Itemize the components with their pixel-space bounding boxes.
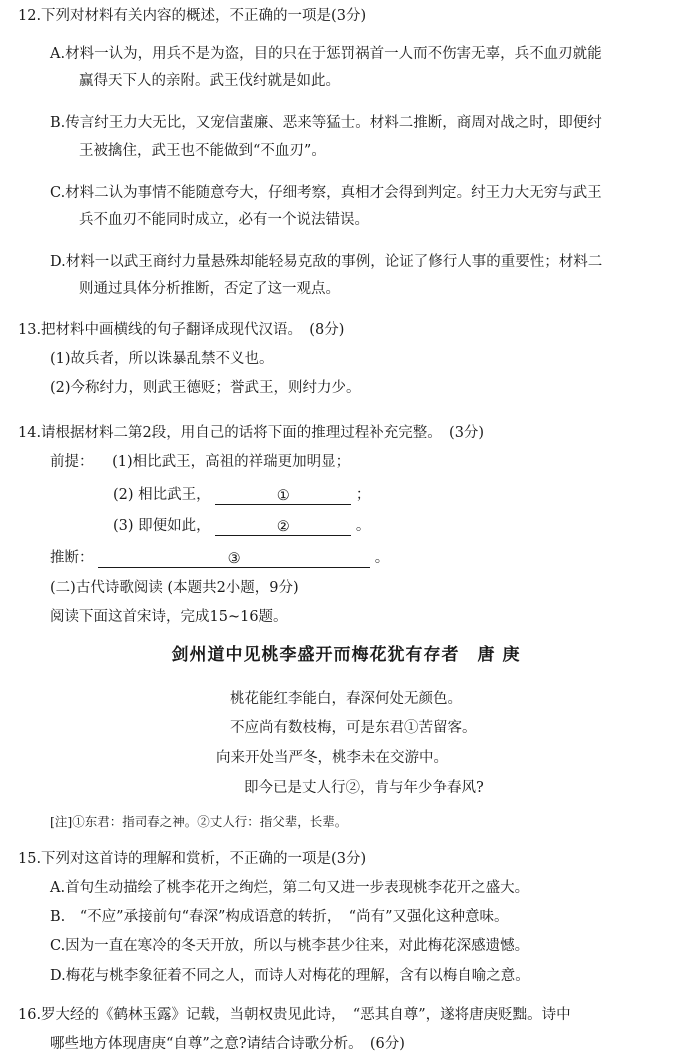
q14-premise-3-end: 。 bbox=[355, 518, 371, 534]
q14-premise-label: 前提： bbox=[50, 454, 94, 470]
q16-line-1: 16.罗大经的《鹤林玉露》记载，当朝权贵见此诗， “恶其自尊”，遂将唐庚贬黜。诗中 bbox=[18, 1007, 571, 1023]
section-heading: (二)古代诗歌阅读 (本题共2小题，9分) bbox=[50, 580, 299, 596]
q14-conclusion-label: 推断： bbox=[50, 550, 94, 566]
poem-line-2: 不应尚有数枝梅，可是东君①苦留客。 bbox=[230, 720, 477, 736]
q14-blank-1[interactable] bbox=[215, 486, 351, 505]
q14-premise-1: (1)相比武王，高祖的祥瑞更加明显； bbox=[112, 454, 351, 470]
poem-line-1: 桃花能红李能白，春深何处无颜色。 bbox=[230, 691, 462, 707]
q15-option-b: B. “不应”承接前句“春深”构成语意的转折， “尚有”又强化这种意味。 bbox=[50, 909, 509, 925]
q12-option-b-line1: B.传言纣王力大无比，又宠信蜚廉、恶来等猛士。材料二推断，商周对战之时，即便纣 bbox=[50, 115, 602, 131]
q12-option-d-line1: D.材料一以武王商纣力量悬殊却能轻易克敌的事例，论证了修行人事的重要性；材料二 bbox=[50, 254, 603, 270]
q14-blank-2-mark: ② bbox=[276, 519, 290, 535]
q14-premise-3-text: (3) 即便如此， bbox=[113, 518, 211, 534]
q15-option-a: A.首句生动描绘了桃李花开之绚烂，第二句又进一步表现桃李花开之盛大。 bbox=[50, 880, 530, 896]
q14-premise bbox=[50, 452, 350, 472]
q12-option-c-line2: 兵不血刃不能同时成立，必有一个说法错误。 bbox=[79, 212, 369, 228]
q12-option-b-line2: 王被擒住，武王也不能做到“不血刃”。 bbox=[79, 143, 326, 159]
q15-option-d: D.梅花与桃李象征着不同之人，而诗人对梅花的理解，含有以梅自喻之意。 bbox=[50, 968, 530, 984]
q14-blank-2[interactable] bbox=[215, 517, 351, 536]
q14-blank-3-mark: ③ bbox=[227, 551, 241, 567]
q13-sentence-1: (1)故兵者，所以诛暴乱禁不义也。 bbox=[50, 351, 274, 367]
poem-line-4: 即今已是丈人行②，肯与年少争春风? bbox=[244, 780, 484, 796]
q16-line-2: 哪些地方体现唐庚“自尊”之意?请结合诗歌分析。 (6分) bbox=[50, 1036, 405, 1052]
q14-blank-1-mark: ① bbox=[276, 488, 290, 504]
q12-option-d-line2: 则通过具体分析推断，否定了这一观点。 bbox=[79, 281, 340, 297]
q14-blank-3[interactable] bbox=[98, 549, 370, 568]
q14-conclusion-end: 。 bbox=[374, 550, 390, 566]
section-instruction: 阅读下面这首宋诗，完成15~16题。 bbox=[50, 609, 288, 625]
poem-line-3: 向来开处当严冬，桃李未在交游中。 bbox=[216, 750, 448, 766]
q13-stem: 13.把材料中画横线的句子翻译成现代汉语。 (8分) bbox=[18, 322, 345, 338]
q14-premise-2-text: (2) 相比武王， bbox=[113, 487, 211, 503]
q15-option-c: C.因为一直在寒冷的冬天开放，所以与桃李甚少往来，对此梅花深感遗憾。 bbox=[50, 938, 530, 954]
q14-conclusion bbox=[50, 548, 389, 568]
poem-note: [注]①东君：指司春之神。②丈人行：指父辈，长辈。 bbox=[50, 814, 348, 829]
q12-option-a-line1: A.材料一认为，用兵不是为盗，目的只在于惩罚祸首一人而不伤害无辜，兵不血刃就能 bbox=[50, 46, 602, 62]
q14-premise-2-end: ； bbox=[355, 487, 371, 503]
q12-option-a-line2: 赢得天下人的亲附。武王伐纣就是如此。 bbox=[79, 73, 340, 89]
q14-premise-3 bbox=[113, 516, 370, 536]
poem-title: 剑州道中见桃李盛开而梅花犹有存者 唐 庚 bbox=[171, 645, 521, 665]
q15-stem: 15.下列对这首诗的理解和赏析，不正确的一项是(3分) bbox=[18, 851, 367, 867]
q14-premise-2 bbox=[113, 485, 370, 505]
q14-stem: 14.请根据材料二第2段，用自己的话将下面的推理过程补充完整。 (3分) bbox=[18, 425, 485, 441]
q13-sentence-2: (2)今称纣力，则武王德贬；誉武王，则纣力少。 bbox=[50, 380, 361, 396]
q12-stem: 12.下列对材料有关内容的概述，不正确的一项是(3分) bbox=[18, 8, 367, 24]
q12-option-c-line1: C.材料二认为事情不能随意夸大，仔细考察，真相才会得到判定。纣王力大无穷与武王 bbox=[50, 185, 602, 201]
